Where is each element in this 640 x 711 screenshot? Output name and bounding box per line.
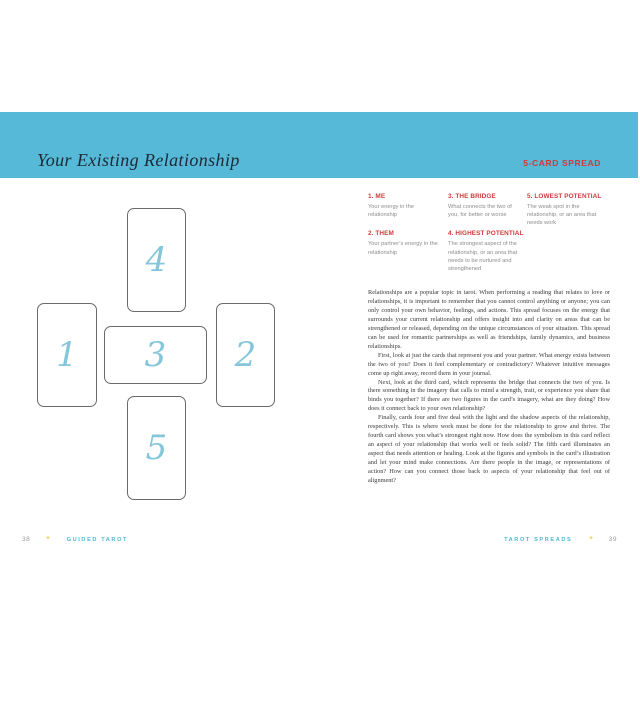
card-number: 3 <box>144 335 167 375</box>
legend-item-desc: The strongest aspect of the relationship, or an area that needs to be nurtured and strengthened <box>448 241 518 273</box>
tarot-card-2 <box>216 303 275 407</box>
card-number: 2 <box>234 335 257 375</box>
tarot-card-1 <box>37 303 97 407</box>
chapter-header-band <box>0 112 638 178</box>
legend-item-desc: Your energy in the relationship <box>368 204 414 219</box>
section-title-runner: TAROT SPREADS <box>504 536 573 543</box>
legend-item-title: 1. ME <box>368 193 386 200</box>
tarot-card-4 <box>127 208 186 312</box>
card-number: 4 <box>145 240 168 280</box>
tarot-card-5 <box>127 396 186 500</box>
page-number-right: 39 <box>608 536 617 543</box>
spread-type-label: 5-CARD SPREAD <box>523 158 601 168</box>
legend-item-bridge <box>448 193 524 219</box>
page-number-left: 38 <box>22 536 31 543</box>
book-title-runner: GUIDED TAROT <box>66 536 129 543</box>
article-paragraph: Next, look at the third card, which represents the bridge that connects the two of you. Is there something in the imagery that calls to mind a strength, trait, or experience you share that binds you together? If there are two figures in the card’s imagery, what are they doing? How does it connect back to your own relationship? <box>368 378 610 413</box>
article-body <box>368 289 610 486</box>
legend-item-desc: Your partner’s energy in the relationship <box>368 241 438 256</box>
legend-column-2 <box>448 193 524 284</box>
legend-item-title: 3. THE BRIDGE <box>448 193 496 200</box>
card-number: 1 <box>56 335 78 375</box>
page-title: Your Existing Relationship <box>37 150 240 170</box>
article-paragraph: Relationships are a popular topic in tarot. When performing a reading that relates to love or relationships, it is important to remember that you cannot control anything or anyone; you can only control your own behavior, feelings, and actions. This spread focuses on the energy that surrounds your current relationship and offers insight into and clarity on areas that can be strengthened or released, depending on the unique circumstances of your situation. This spread can be used for romantic partnerships as well as friendships, family dynamics, and business relationships. <box>368 289 610 350</box>
legend-item-title: 2. THEM <box>368 230 394 238</box>
legend-item-me <box>368 193 442 219</box>
legend-item-desc: The weak spot in the relationship, or an area that needs work <box>527 204 597 227</box>
article-paragraph: Finally, cards four and five deal with the light and the shadow aspects of the relationship, respectively. This is where work must be done for the relationship to grow and thrive. The fourth card shows you what’s strongest right now. How does the symbolism in this card reflect an aspect of your relationship that works well or feels solid? The fifth card illuminates an aspect that needs attention or healing. Look at the figures and symbols in the card’s illustration and let your mind make connections. Are there people in the image, or representations of action? How can you connect those back to aspects of your relationship that feel out of alignment? <box>368 414 610 485</box>
legend-item-them <box>368 230 442 256</box>
legend-column-3 <box>527 193 611 239</box>
legend-item-highest-potential <box>448 230 524 273</box>
legend-item-title: 5. LOWEST POTENTIAL <box>527 193 602 200</box>
legend-item-lowest-potential <box>527 193 611 228</box>
footer-left <box>22 536 128 543</box>
star-icon: ✦ <box>588 535 594 543</box>
tarot-card-3 <box>104 326 207 384</box>
article-paragraph: First, look at just the cards that represent you and your partner. What energy exists between the two of you? Does it feel complementary or contradictory? Whatever intuitive messages come up right away, record them in your journal. <box>368 351 610 377</box>
star-icon: ✦ <box>45 535 51 543</box>
legend-column-1 <box>368 193 442 268</box>
footer-right <box>504 536 617 543</box>
legend-item-desc: What connects the two of you, for better or worse <box>448 204 512 219</box>
card-number: 5 <box>145 428 168 468</box>
legend-item-title: 4. HIGHEST POTENTIAL <box>448 230 524 238</box>
